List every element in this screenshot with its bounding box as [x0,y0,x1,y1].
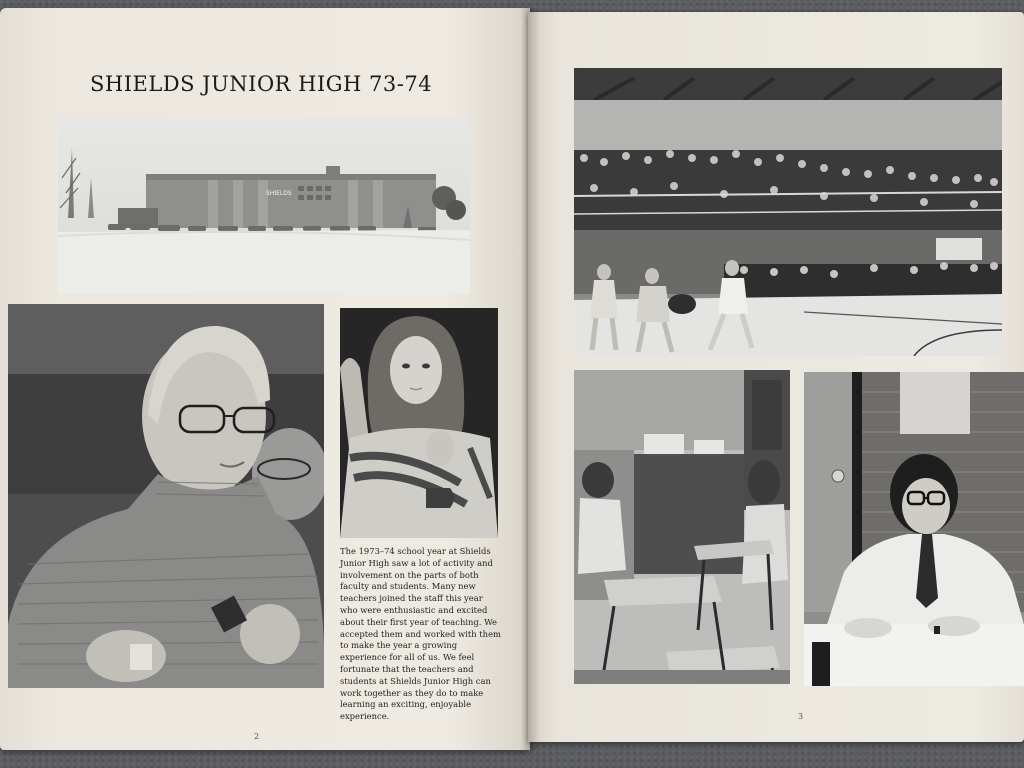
page-caption-paragraph: The 1973–74 school year at Shields Junior High saw a lot of activity and involvement on the parts of both faculty and students. Many new teachers joined the staff this year who were enthusiastic and excited about their first year of teaching. We accepted them and worked with them to make the year a growing experience for all of us. We feel fortunate that the teachers and students at Shields Junior High can work together as they do to make learning an exciting, enjoyable experience. [340,546,501,722]
classroom-photo [574,370,790,684]
student-portrait-photo [8,304,324,688]
school-building-photo [58,118,470,294]
classroom-illustration [574,370,790,684]
school-building-illustration [58,118,470,294]
student-portrait-illustration [8,304,324,688]
teacher-illustration [804,372,1024,686]
page-title: SHIELDS JUNIOR HIGH 73-74 [90,72,433,96]
page-number-right: 3 [798,712,804,721]
yearbook-right-page [528,12,1024,742]
yearbook-left-page [0,8,530,750]
gymnasium-basketball-photo [574,68,1002,356]
teacher-photo [804,372,1024,686]
gymnasium-illustration [574,68,1002,356]
cheerleader-illustration [340,308,498,538]
cheerleader-photo [340,308,498,538]
book-gutter-shadow [520,8,540,750]
building-sign-text: SHIELDS [266,190,292,197]
page-number-left: 2 [254,732,260,741]
